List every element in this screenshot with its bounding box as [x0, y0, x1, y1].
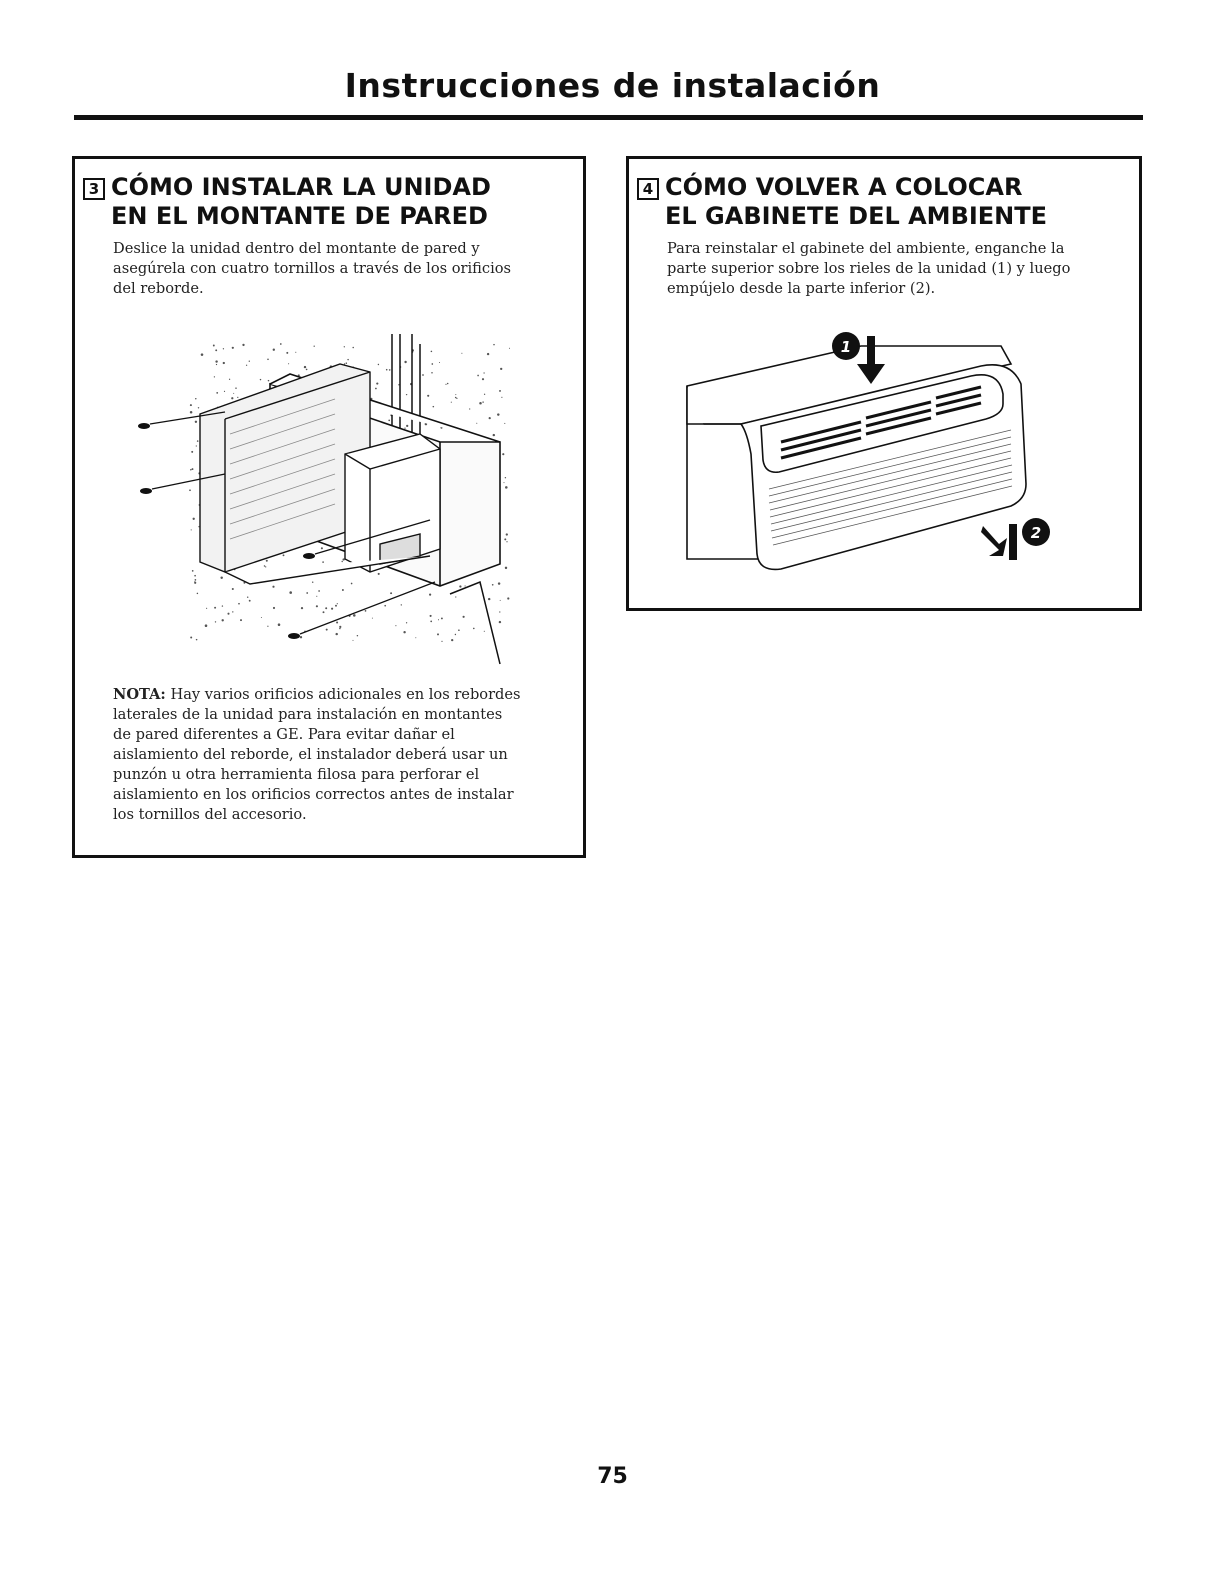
step-number-box: 4 [637, 178, 659, 200]
callout-1-label: 1 [840, 338, 852, 356]
ac-unit [200, 364, 440, 584]
intro-text [113, 239, 511, 299]
text-line: aislamiento en los orificios correctos antes de instalar [113, 786, 514, 803]
text-line: punzón u otra herramienta filosa para perforar el [113, 766, 480, 783]
text-line: asegúrela con cuatro tornillos a través de los orificios [113, 260, 512, 277]
step-number-box: 3 [83, 178, 105, 200]
text-line: Para reinstalar el gabinete del ambiente, enganche la [667, 240, 1065, 257]
step-title [665, 173, 1047, 231]
page-number: 75 [597, 1464, 628, 1489]
callout-1 [832, 332, 860, 360]
text-line: los tornillos del accesorio. [113, 806, 307, 823]
step-title-line: EN EL MONTANTE DE PARED [111, 202, 488, 230]
intro-text [667, 239, 1070, 299]
text-line [113, 685, 521, 705]
step-header-4 [637, 173, 1047, 231]
wall-sleeve-illustration [130, 324, 530, 669]
title-rule [74, 115, 1143, 120]
callout-2-label: 2 [1030, 524, 1042, 542]
step-title-line: CÓMO INSTALAR LA UNIDAD [111, 173, 491, 201]
panel-replace-cabinet [626, 156, 1142, 611]
text-line: parte superior sobre los rieles de la unidad (1) y luego [667, 260, 1071, 277]
text-line: del reborde. [113, 280, 204, 297]
panel-install-unit [72, 156, 586, 858]
text-line: de pared diferentes a GE. Para evitar dañar el [113, 726, 455, 743]
step-title [111, 173, 491, 231]
note-first-line: Hay varios orificios adicionales en los rebordes [165, 686, 521, 703]
text-line: laterales de la unidad para instalación en montantes [113, 706, 503, 723]
text-line: empújelo desde la parte inferior (2). [667, 280, 936, 297]
step-title-line: CÓMO VOLVER A COLOCAR [665, 173, 1023, 201]
arrow-push-icon [981, 524, 1017, 560]
note-label: NOTA: [113, 686, 166, 703]
step-header-3 [83, 173, 491, 231]
step-title-line: EL GABINETE DEL AMBIENTE [665, 202, 1048, 230]
text-line: Deslice la unidad dentro del montante de pared y [113, 240, 480, 257]
room-cabinet-illustration [681, 324, 1101, 594]
page-title: Instrucciones de instalación [344, 66, 881, 105]
callout-2 [1022, 518, 1050, 546]
note-text [113, 685, 521, 825]
text-line: aislamiento del reborde, el instalador deberá usar un [113, 746, 508, 763]
